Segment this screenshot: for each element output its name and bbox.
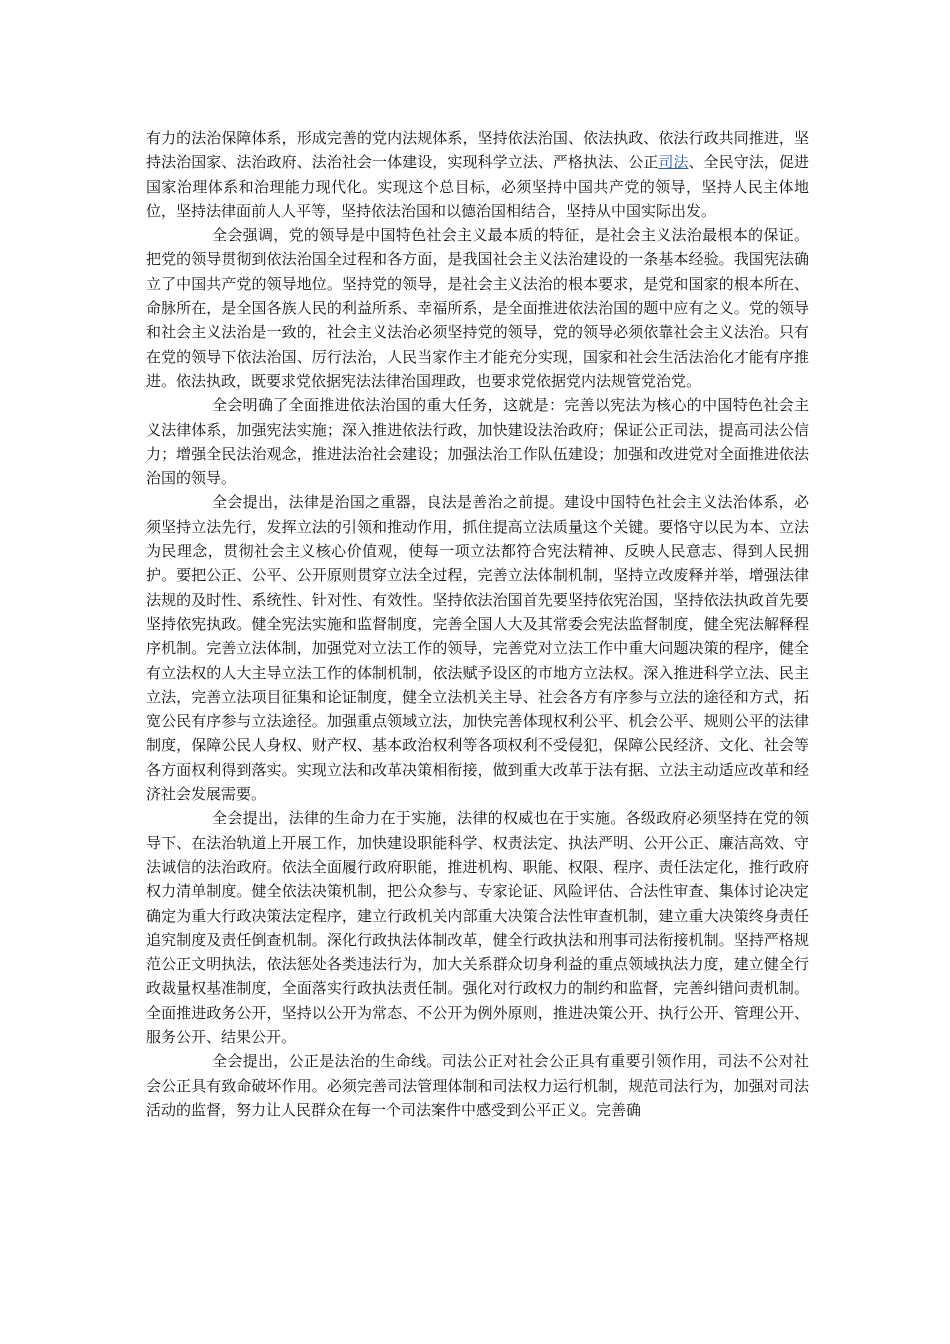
paragraph-1-text-b: 、全民守法，促进国家治理体系和治理能力现代化。实现这个总目标，必须坚持中国共产党的领导，坚持人民主体地位，坚持法律面前人人平等，坚持依法治国和以德治国相结合，坚持从中国实际出发。 [146,153,809,220]
paragraph-3 [146,393,809,490]
paragraph-3-text: 全会明确了全面推进依法治国的重大任务，这就是：完善以宪法为核心的中国特色社会主义法律体系，加强宪法实施；深入推进依法行政，加快建设法治政府；保证公正司法，提高司法公信力；增强全民法治观念，推进法治社会建设；加强法治工作队伍建设；加强和改进党对全面推进依法治国的领导。 [146,396,809,488]
paragraph-6-text: 全会提出，公正是法治的生命线。司法公正对社会公正具有重要引领作用，司法不公对社会公正具有致命破坏作用。必须完善司法管理体制和司法权力运行机制，规范司法行为，加强对司法活动的监督，努力让人民群众在每一个司法案件中感受到公平正义。完善确 [146,1052,809,1119]
document-body [146,126,809,1122]
paragraph-2-text: 全会强调，党的领导是中国特色社会主义最本质的特征，是社会主义法治最根本的保证。把党的领导贯彻到依法治国全过程和各方面，是我国社会主义法治建设的一条基本经验。我国宪法确立了中国共产党的领导地位。坚持党的领导，是社会主义法治的根本要求，是党和国家的根本所在、命脉所在，是全国各族人民的利益所系、幸福所系，是全面推进依法治国的题中应有之义。党的领导和社会主义法治是一致的，社会主义法治必须坚持党的领导，党的领导必须依靠社会主义法治。只有在党的领导下依法治国、厉行法治，人民当家作主才能充分实现，国家和社会生活法治化才能有序推进。依法执政，既要求党依据宪法法律治国理政，也要求党依据党内法规管党治党。 [146,226,809,390]
paragraph-5-text: 全会提出，法律的生命力在于实施，法律的权威也在于实施。各级政府必须坚持在党的领导下、在法治轨道上开展工作，加快建设职能科学、权责法定、执法严明、公开公正、廉洁高效、守法诚信的法治政府。依法全面履行政府职能，推进机构、职能、权限、程序、责任法定化，推行政府权力清单制度。健全依法决策机制，把公众参与、专家论证、风险评估、合法性审查、集体讨论决定确定为重大行政决策法定程序，建立行政机关内部重大决策合法性审查机制，建立重大决策终身责任追究制度及责任倒查机制。深化行政执法体制改革，健全行政执法和刑事司法衔接机制。坚持严格规范公正文明执法，依法惩处各类违法行为，加大关系群众切身利益的重点领域执法力度，建立健全行政裁量权基准制度，全面落实行政执法责任制。强化对行政权力的制约和监督，完善纠错问责机制。全面推进政务公开，坚持以公开为常态、不公开为例外原则，推进决策公开、执行公开、管理公开、服务公开、结果公开。 [146,809,809,1046]
paragraph-6 [146,1049,809,1122]
paragraph-4-text: 全会提出，法律是治国之重器，良法是善治之前提。建设中国特色社会主义法治体系，必须坚持立法先行，发挥立法的引领和推动作用，抓住提高立法质量这个关键。要恪守以民为本、立法为民理念，贯彻社会主义核心价值观，使每一项立法都符合宪法精神、反映人民意志、得到人民拥护。要把公正、公平、公开原则贯穿立法全过程，完善立法体制机制，坚持立改废释并举，增强法律法规的及时性、系统性、针对性、有效性。坚持依法治国首先要坚持依宪治国，坚持依法执政首先要坚持依宪执政。健全宪法实施和监督制度，完善全国人大及其常委会宪法监督制度，健全宪法解释程序机制。完善立法体制，加强党对立法工作的领导，完善党对立法工作中重大问题决策的程序，健全有立法权的人大主导立法工作的体制机制，依法赋予设区的市地方立法权。深入推进科学立法、民主立法，完善立法项目征集和论证制度，健全立法机关主导、社会各方有序参与立法的途径和方式，拓宽公民有序参与立法途径。加强重点领域立法，加快完善体现权利公平、机会公平、规则公平的法律制度，保障公民人身权、财产权、基本政治权利等各项权利不受侵犯，保障公民经济、文化、社会等各方面权利得到落实。实现立法和改革决策相衔接，做到重大改革于法有据、立法主动适应改革和经济社会发展需要。 [146,493,809,804]
paragraph-5 [146,806,809,1049]
paragraph-1 [146,126,809,223]
paragraph-1-text-a: 有力的法治保障体系，形成完善的党内法规体系，坚持依法治国、依法执政、依法行政共同推进，坚持法治国家、法治政府、法治社会一体建设，实现科学立法、严格执法、公正 [146,129,809,172]
sifa-link[interactable]: 司法 [658,153,689,172]
paragraph-2 [146,223,809,393]
paragraph-4 [146,490,809,806]
